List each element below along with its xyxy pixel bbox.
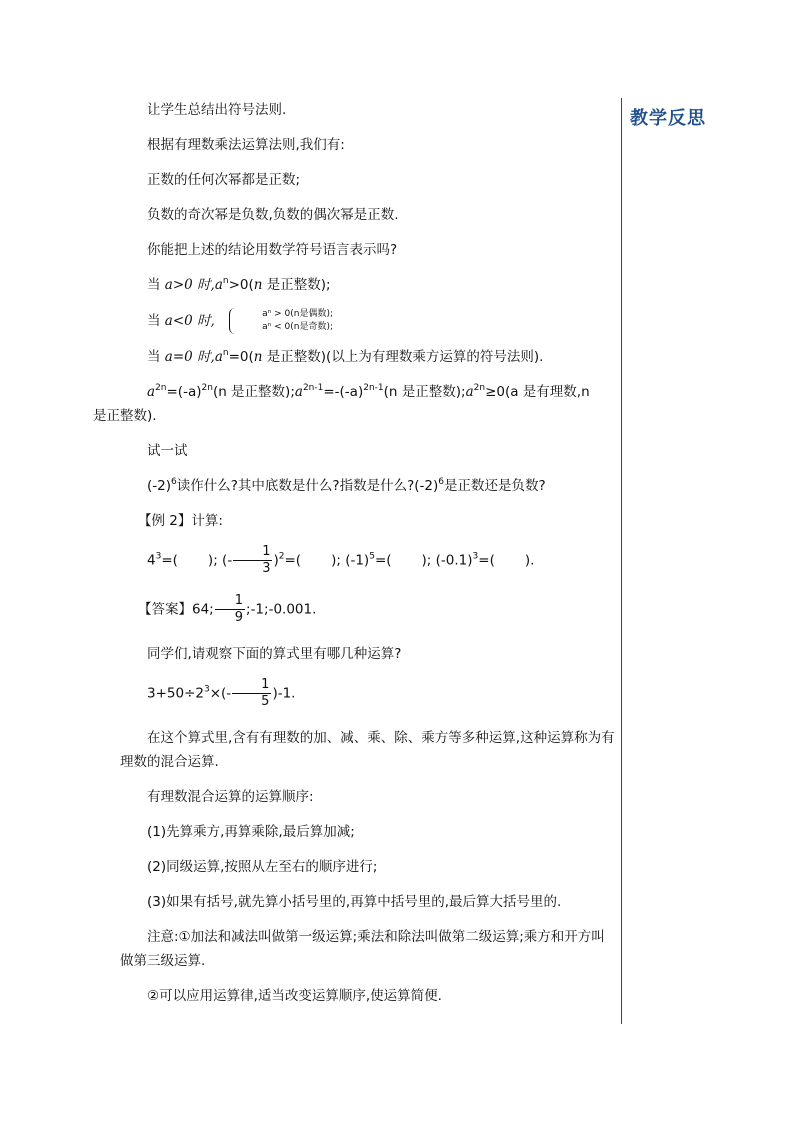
paragraph-question: 你能把上述的结论用数学符号语言表示吗?	[147, 242, 398, 258]
rule-negative: 当 a<0 时, aⁿ > 0(n是偶数); aⁿ < 0(n是奇数);	[147, 309, 333, 332]
fraction-one-ninth: $\frac{1}{9}$	[215, 593, 245, 626]
paragraph-summary: 让学生总结出符号法则.	[147, 102, 287, 118]
paragraph-order-title: 有理数混合运算的运算顺序:	[147, 789, 314, 805]
paragraph-rule-intro: 根据有理数乘法运算法则,我们有:	[147, 137, 345, 153]
paragraph-negative: 负数的奇次幂是负数,负数的偶次幂是正数.	[147, 207, 399, 223]
order-step-3: (3)如果有括号,就先算小括号里的,再算中括号里的,最后算大括号里的.	[147, 894, 562, 910]
paragraph-positive: 正数的任何次幂都是正数;	[147, 172, 301, 188]
rule-positive: 当 a>0 时$,a^n>0(n$ 是正整数);	[147, 276, 331, 293]
try-title: 试一试	[147, 443, 188, 459]
mixed-expression: $3+50\div 2^3\times(-$ $\frac{1}{5}$ )-1.	[147, 677, 296, 709]
calc-line: $4^3=$( ); (- $\frac{1}{3}$ )$^2$=( ); $(-1)^5=$( ); $(-0.1)^3=$( ).	[147, 544, 535, 576]
order-step-1: (1)先算乘方,再算乘除,最后算加减;	[147, 824, 355, 840]
cases-brace: aⁿ > 0(n是偶数); aⁿ < 0(n是奇数);	[229, 308, 333, 334]
rule-zero: 当 a=0 时$,a^n=0(n$ 是正整数)(以上为有理数乘方运算的符号法则).	[147, 348, 544, 365]
identities: $a^{2n}=(-a)^{2n}(n$ 是正整数)$;a^{2n-1}=-(-a)^{2n-1}(n$ 是正整数)$;a^{2n}\ge 0(a$ 是有理数,n 是正整数).	[93, 383, 590, 424]
lesson-content	[93, 98, 615, 1019]
fraction-one-fifth: $\frac{1}{5}$	[232, 677, 271, 710]
note-levels: 注意:①加法和减法叫做第一级运算;乘法和除法叫做第二级运算;乘方和开方叫做第三级运算.	[120, 929, 605, 969]
note-laws: ②可以应用运算律,适当改变运算顺序,使运算简便.	[147, 988, 442, 1004]
try-question: $(-2)^6$读作什么?其中底数是什么?指数是什么$?(-2)^6$是正数还是负数?	[147, 477, 546, 494]
answer-line: 【答案】64; $\frac{1}{9}$ ;-1;-0.001.	[138, 593, 317, 625]
paragraph-observe: 同学们,请观察下面的算式里有哪几种运算?	[147, 646, 402, 662]
teaching-reflection-title: 教学反思	[630, 108, 706, 129]
margin-divider	[621, 98, 622, 1024]
example-label: 【例 2】计算:	[138, 513, 223, 529]
paragraph-mixed-definition: 在这个算式里,含有有理数的加、减、乘、除、乘方等多种运算,这种运算称为有理数的混合运算.	[120, 730, 615, 770]
fraction-one-third: $\frac{1}{3}$	[233, 544, 272, 577]
order-step-2: (2)同级运算,按照从左至右的顺序进行;	[147, 859, 378, 875]
